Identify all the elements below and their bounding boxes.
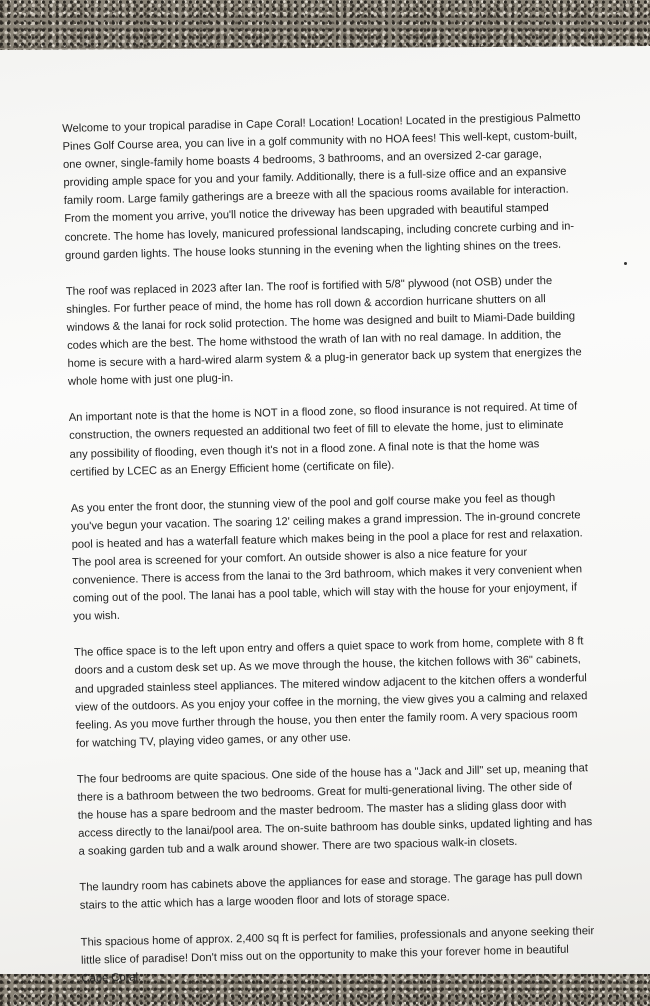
paragraph-laundry <box>79 866 642 915</box>
paragraph-office-kitchen <box>74 631 638 752</box>
text-line: windows & the lanai for rock solid protection. The home was designed and built to Miami-Dade building <box>66 310 576 334</box>
text-line: home is secure with a hard-wired alarm system & a plug-in generator back up system that energizes the <box>67 346 582 371</box>
text-line: the house has a spare bedroom and the master bedroom. The master has a sliding glass door with <box>77 798 567 822</box>
text-line: Welcome to your tropical paradise in Cape Coral! Location! Location! Located in the prestigious Palmetto <box>62 111 581 135</box>
text-line: shingles. For further peace of mind, the home has roll down & accordion hurricane shutters on all <box>66 292 546 316</box>
text-line: certified by LCEC as an Energy Efficient home (certificate on file). <box>69 459 395 479</box>
text-line: there is a bathroom between the two bedrooms. Great for multi-generational living. The other side of <box>77 780 573 804</box>
paragraph-entry-pool <box>71 487 636 626</box>
text-line: The laundry room has cabinets above the appliances for ease and storage. The garage has pull down <box>79 870 583 895</box>
text-line: The roof was replaced in 2023 after Ian. The roof is fortified with 5/8" plywood (not OSB) under the <box>65 274 553 298</box>
text-line: feeling. As you move further through the house, you then enter the family room. A very spacious room <box>75 708 578 732</box>
text-line: The four bedrooms are quite spacious. One side of the house has a "Jack and Jill" set up, meaning that <box>76 762 589 786</box>
text-line: view of the outdoors. As you enjoy your coffee in the morning, the view gives you a calming and relaxed <box>75 689 588 714</box>
text-line: As you enter the front door, the stunning view of the pool and golf course make you feel as though <box>70 491 556 515</box>
text-line: whole home with just one plug-in. <box>67 372 234 389</box>
text-line: providing ample space for you and your family. Additionally, there is a full-size office and an expansive <box>63 165 567 190</box>
text-line: This spacious home of approx. 2,400 sq ft is perfect for families, professionals and anyone seeking their <box>80 924 595 949</box>
paragraph-intro <box>62 107 627 264</box>
text-line: little slice of paradise! Don't miss out on the opportunity to make this your forever home in beautiful <box>80 943 569 967</box>
text-line: codes which are the best. The home withstood the wrath of Ian with no real damage. In addition, the <box>66 328 562 352</box>
text-line: construction, the owners requested an additional two feet of fill to elevate the home, just to eliminate <box>69 419 564 443</box>
paragraph-roof <box>66 270 630 391</box>
text-line: The pool area is screened for your comfort. An outside shower is also a nice feature for your <box>71 546 528 569</box>
text-line: concrete. The home has lovely, manicured professional landscaping, including concrete curbing and in- <box>64 219 575 244</box>
text-line: you wish. <box>73 610 121 624</box>
text-line: one owner, single-family home boasts 4 bedrooms, 3 bathrooms, and an oversized 2-car garage, <box>62 148 542 172</box>
text-line: convenience. There is access from the lanai to the 3rd bathroom, which makes it very convenient when <box>72 563 583 587</box>
text-line: coming out of the pool. The lanai has a pool table, which will stay with the house for your enjoyment, if <box>72 581 578 606</box>
text-line: The office space is to the left upon entry and offers a quiet space to work from home, complete with 8 ft <box>73 635 584 660</box>
text-line: An important note is that the home is NOT in a flood zone, so flood insurance is not required. At time of <box>68 400 578 425</box>
text-line: doors and a custom desk set up. As we move through the house, the kitchen follows with 36" cabinets, <box>74 653 581 678</box>
paragraph-flood <box>69 396 632 481</box>
text-line: stairs to the attic which has a large wooden floor and lots of storage space. <box>79 891 450 913</box>
paragraph-closing <box>80 921 643 988</box>
text-line: ground garden lights. The house looks stunning in the evening when the lighting shines on the trees. <box>64 238 562 262</box>
text-line: Cape Coral. <box>81 971 142 985</box>
text-line: you've begun your vacation. The soaring 12' ceiling makes a grand impression. The in-ground concrete <box>71 509 581 533</box>
text-line: Pines Golf Course area, you can live in a golf community with no HOA fees! This well-kept, custom-built, <box>62 129 578 154</box>
text-line: a soaking garden tub and a walk around shower. There are two spacious walk-in closets. <box>78 836 518 859</box>
text-line: family room. Large family gatherings are a breeze with all the spacious rooms available for interaction. <box>63 183 569 208</box>
text-line: and upgraded stainless steel appliances. The mitered window adjacent to the kitchen offers a wonderful <box>74 671 587 696</box>
text-line: for watching TV, playing video games, or any other use. <box>76 731 352 750</box>
listing-text <box>62 107 644 1005</box>
text-line: pool is heated and has a waterfall feature which makes being in the pool a place for rest and relaxation. <box>71 527 583 551</box>
text-line: access directly to the lanai/pool area. The on-suite bathroom has double sinks, updated lighting and has <box>78 816 593 841</box>
text-line: From the moment you arrive, you'll notice the driveway has been upgraded with beautiful stamped <box>64 202 549 226</box>
text-line: any possibility of flooding, even though it's not in a flood zone. A final note is that the home was <box>69 437 540 461</box>
paragraph-bedrooms <box>77 758 641 861</box>
